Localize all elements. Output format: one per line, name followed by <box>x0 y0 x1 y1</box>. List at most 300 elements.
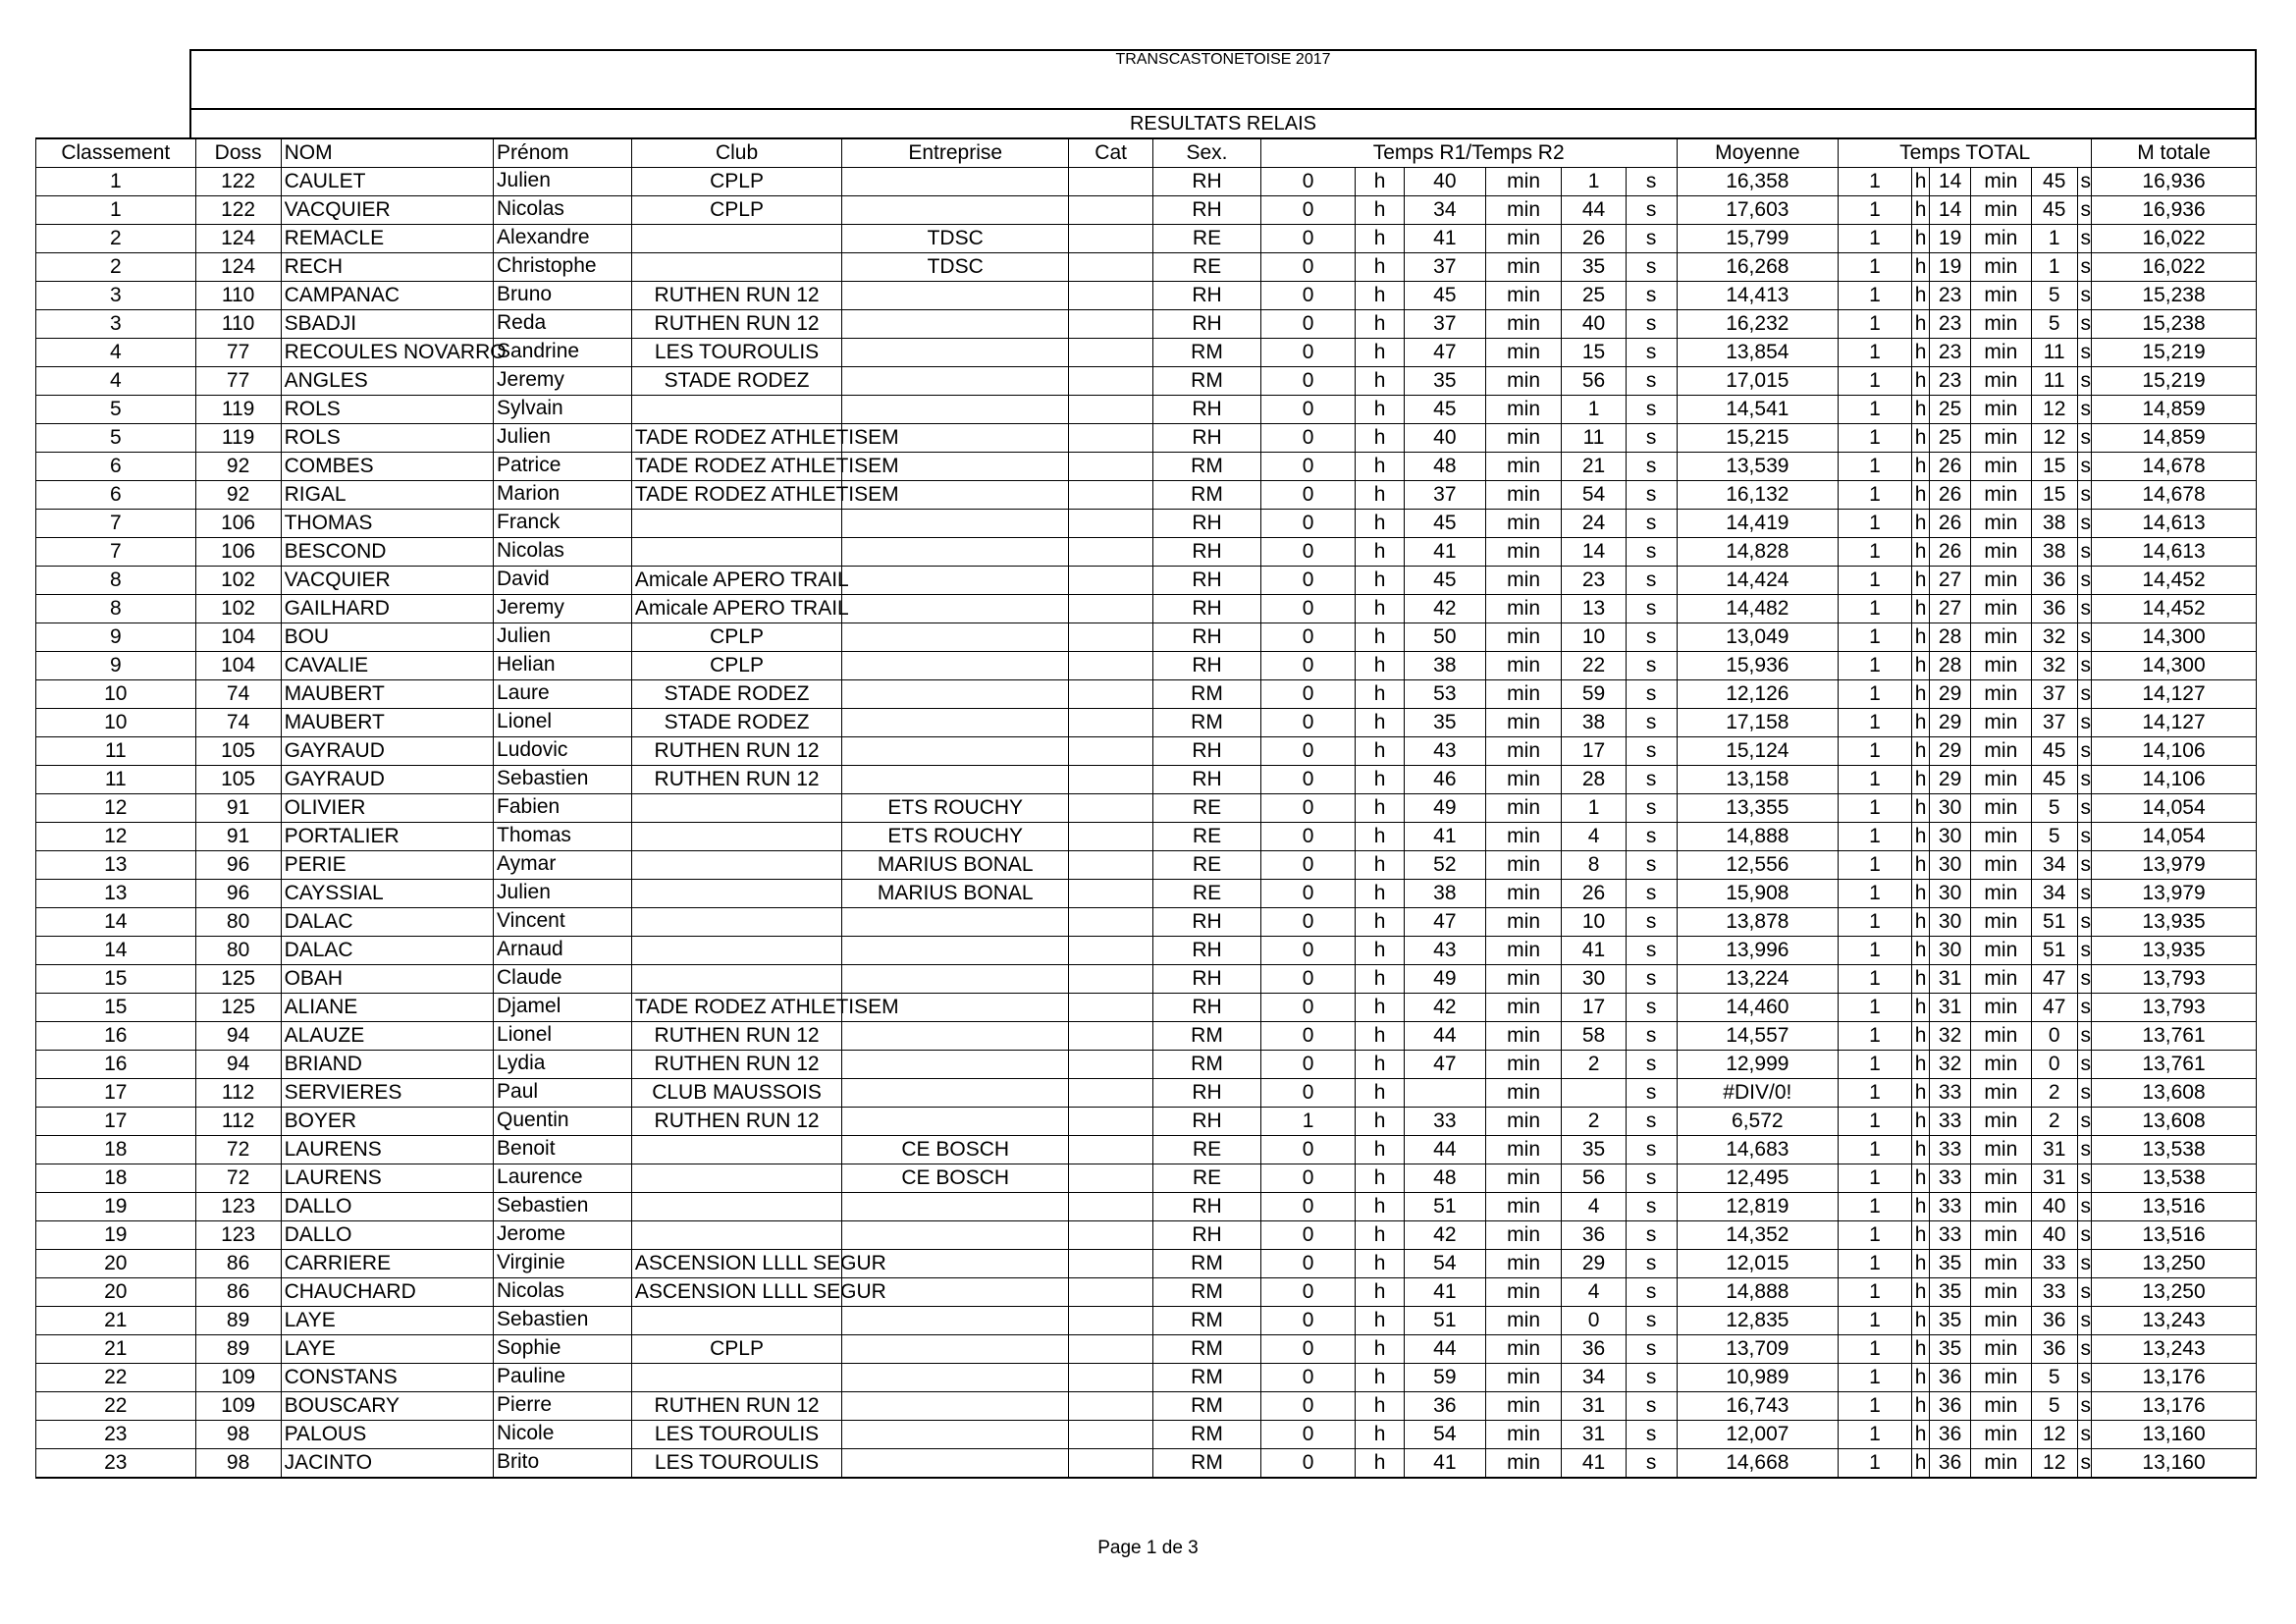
r-hours-cell: 0 <box>1260 965 1355 994</box>
m-totale-cell: 13,176 <box>2092 1392 2257 1421</box>
t-hours-cell: 1 <box>1839 1022 1912 1051</box>
classement-cell: 14 <box>36 908 196 937</box>
m-totale-cell: 13,160 <box>2092 1421 2257 1449</box>
t-seconds-cell: 31 <box>2031 1164 2077 1193</box>
r-minutes-cell: 38 <box>1404 652 1485 680</box>
moyenne-cell: 16,132 <box>1677 481 1839 510</box>
table-row <box>36 623 2257 652</box>
classement-cell: 19 <box>36 1193 196 1221</box>
document-subtitle: RESULTATS RELAIS <box>189 108 2257 137</box>
t-h-unit: h <box>1911 1364 1930 1392</box>
t-minutes-cell: 26 <box>1930 453 1970 481</box>
t-seconds-cell: 1 <box>2031 253 2077 282</box>
r-h-unit: h <box>1356 766 1405 794</box>
r-s-unit: s <box>1626 737 1677 766</box>
club-cell: TADE RODEZ ATHLETISEM <box>631 994 841 1022</box>
t-min-unit: min <box>1970 994 2031 1022</box>
nom-cell: BOYER <box>281 1108 493 1136</box>
r-s-unit: s <box>1626 1250 1677 1278</box>
r-minutes-cell: 44 <box>1404 1022 1485 1051</box>
classement-cell: 16 <box>36 1022 196 1051</box>
t-hours-cell: 1 <box>1839 1164 1912 1193</box>
r-hours-cell: 0 <box>1260 937 1355 965</box>
table-row <box>36 1421 2257 1449</box>
r-s-unit: s <box>1626 1221 1677 1250</box>
r-minutes-cell: 37 <box>1404 253 1485 282</box>
sex-cell: RE <box>1153 1136 1261 1164</box>
r-minutes-cell: 46 <box>1404 766 1485 794</box>
r-seconds-cell: 58 <box>1562 1022 1626 1051</box>
t-s-unit: s <box>2077 339 2092 367</box>
classement-cell: 13 <box>36 851 196 880</box>
sex-cell: RE <box>1153 823 1261 851</box>
t-seconds-cell: 51 <box>2031 908 2077 937</box>
t-min-unit: min <box>1970 1364 2031 1392</box>
t-min-unit: min <box>1970 908 2031 937</box>
t-min-unit: min <box>1970 937 2031 965</box>
r-h-unit: h <box>1356 680 1405 709</box>
r-minutes-cell <box>1404 1079 1485 1108</box>
t-hours-cell: 1 <box>1839 339 1912 367</box>
t-seconds-cell: 51 <box>2031 937 2077 965</box>
entreprise-cell <box>842 367 1069 396</box>
table-row <box>36 510 2257 538</box>
r-h-unit: h <box>1356 794 1405 823</box>
club-cell <box>631 851 841 880</box>
club-cell <box>631 908 841 937</box>
club-cell <box>631 965 841 994</box>
doss-cell: 80 <box>195 908 281 937</box>
t-h-unit: h <box>1911 396 1930 424</box>
nom-cell: BESCOND <box>281 538 493 567</box>
prenom-cell: Patrice <box>494 453 632 481</box>
prenom-cell: Fabien <box>494 794 632 823</box>
r-seconds-cell: 24 <box>1562 510 1626 538</box>
r-hours-cell: 0 <box>1260 1335 1355 1364</box>
prenom-cell: Nicolas <box>494 1278 632 1307</box>
table-row <box>36 737 2257 766</box>
prenom-cell: Julien <box>494 424 632 453</box>
moyenne-cell: 17,015 <box>1677 367 1839 396</box>
t-h-unit: h <box>1911 225 1930 253</box>
t-min-unit: min <box>1970 652 2031 680</box>
r-min-unit: min <box>1485 652 1562 680</box>
t-min-unit: min <box>1970 623 2031 652</box>
club-cell <box>631 538 841 567</box>
table-row <box>36 823 2257 851</box>
t-s-unit: s <box>2077 1421 2092 1449</box>
entreprise-cell <box>842 1364 1069 1392</box>
classement-cell: 11 <box>36 766 196 794</box>
t-s-unit: s <box>2077 1449 2092 1479</box>
sex-cell: RM <box>1153 1449 1261 1479</box>
moyenne-cell: 16,358 <box>1677 168 1839 196</box>
t-min-unit: min <box>1970 1449 2031 1479</box>
r-hours-cell: 0 <box>1260 1421 1355 1449</box>
entreprise-cell <box>842 908 1069 937</box>
r-hours-cell: 0 <box>1260 253 1355 282</box>
doss-cell: 112 <box>195 1108 281 1136</box>
prenom-cell: Reda <box>494 310 632 339</box>
t-min-unit: min <box>1970 282 2031 310</box>
r-seconds-cell: 31 <box>1562 1392 1626 1421</box>
t-hours-cell: 1 <box>1839 1051 1912 1079</box>
t-seconds-cell: 12 <box>2031 1449 2077 1479</box>
moyenne-cell: 12,835 <box>1677 1307 1839 1335</box>
t-seconds-cell: 0 <box>2031 1022 2077 1051</box>
moyenne-cell: 13,224 <box>1677 965 1839 994</box>
prenom-cell: Jerome <box>494 1221 632 1250</box>
doss-cell: 91 <box>195 823 281 851</box>
doss-cell: 110 <box>195 310 281 339</box>
club-cell: CPLP <box>631 652 841 680</box>
r-minutes-cell: 45 <box>1404 396 1485 424</box>
m-totale-cell: 13,935 <box>2092 937 2257 965</box>
t-s-unit: s <box>2077 595 2092 623</box>
sex-cell: RM <box>1153 1392 1261 1421</box>
t-min-unit: min <box>1970 965 2031 994</box>
r-h-unit: h <box>1356 1108 1405 1136</box>
table-row <box>36 282 2257 310</box>
r-min-unit: min <box>1485 1079 1562 1108</box>
classement-cell: 20 <box>36 1278 196 1307</box>
r-h-unit: h <box>1356 965 1405 994</box>
r-h-unit: h <box>1356 1136 1405 1164</box>
club-cell: CPLP <box>631 1335 841 1364</box>
nom-cell: CAYSSIAL <box>281 880 493 908</box>
r-hours-cell: 0 <box>1260 994 1355 1022</box>
t-seconds-cell: 38 <box>2031 510 2077 538</box>
club-cell: ASCENSION LLLL SEGUR <box>631 1250 841 1278</box>
cat-cell <box>1069 851 1153 880</box>
r-min-unit: min <box>1485 1221 1562 1250</box>
t-h-unit: h <box>1911 567 1930 595</box>
t-h-unit: h <box>1911 1307 1930 1335</box>
club-cell: CPLP <box>631 168 841 196</box>
r-min-unit: min <box>1485 1250 1562 1278</box>
t-s-unit: s <box>2077 196 2092 225</box>
col-nom: NOM <box>281 138 493 168</box>
prenom-cell: Nicole <box>494 1421 632 1449</box>
r-hours-cell: 0 <box>1260 1051 1355 1079</box>
r-s-unit: s <box>1626 908 1677 937</box>
entreprise-cell <box>842 168 1069 196</box>
entreprise-cell <box>842 1392 1069 1421</box>
t-minutes-cell: 33 <box>1930 1193 1970 1221</box>
sex-cell: RE <box>1153 851 1261 880</box>
t-seconds-cell: 45 <box>2031 196 2077 225</box>
table-row <box>36 1193 2257 1221</box>
doss-cell: 91 <box>195 794 281 823</box>
t-seconds-cell: 37 <box>2031 680 2077 709</box>
t-s-unit: s <box>2077 623 2092 652</box>
prenom-cell: Pauline <box>494 1364 632 1392</box>
table-row <box>36 253 2257 282</box>
r-h-unit: h <box>1356 282 1405 310</box>
t-minutes-cell: 32 <box>1930 1022 1970 1051</box>
nom-cell: DALAC <box>281 908 493 937</box>
r-s-unit: s <box>1626 1079 1677 1108</box>
doss-cell: 106 <box>195 538 281 567</box>
t-seconds-cell: 32 <box>2031 652 2077 680</box>
t-minutes-cell: 23 <box>1930 310 1970 339</box>
doss-cell: 119 <box>195 396 281 424</box>
m-totale-cell: 15,219 <box>2092 367 2257 396</box>
moyenne-cell: 14,413 <box>1677 282 1839 310</box>
table-row <box>36 794 2257 823</box>
t-s-unit: s <box>2077 1364 2092 1392</box>
club-cell: RUTHEN RUN 12 <box>631 1392 841 1421</box>
t-seconds-cell: 45 <box>2031 737 2077 766</box>
sex-cell: RH <box>1153 282 1261 310</box>
table-row <box>36 680 2257 709</box>
r-minutes-cell: 49 <box>1404 794 1485 823</box>
moyenne-cell: 13,049 <box>1677 623 1839 652</box>
sex-cell: RM <box>1153 1335 1261 1364</box>
entreprise-cell <box>842 1079 1069 1108</box>
r-s-unit: s <box>1626 1449 1677 1479</box>
t-s-unit: s <box>2077 510 2092 538</box>
r-s-unit: s <box>1626 1193 1677 1221</box>
entreprise-cell: TDSC <box>842 253 1069 282</box>
nom-cell: BOU <box>281 623 493 652</box>
r-minutes-cell: 45 <box>1404 282 1485 310</box>
cat-cell <box>1069 225 1153 253</box>
table-row <box>36 1278 2257 1307</box>
cat-cell <box>1069 880 1153 908</box>
r-hours-cell: 0 <box>1260 595 1355 623</box>
prenom-cell: Nicolas <box>494 196 632 225</box>
nom-cell: PERIE <box>281 851 493 880</box>
t-seconds-cell: 0 <box>2031 1051 2077 1079</box>
t-h-unit: h <box>1911 1079 1930 1108</box>
prenom-cell: Claude <box>494 965 632 994</box>
doss-cell: 72 <box>195 1164 281 1193</box>
t-seconds-cell: 34 <box>2031 880 2077 908</box>
t-s-unit: s <box>2077 1164 2092 1193</box>
r-seconds-cell: 21 <box>1562 453 1626 481</box>
t-minutes-cell: 26 <box>1930 538 1970 567</box>
r-minutes-cell: 50 <box>1404 623 1485 652</box>
t-hours-cell: 1 <box>1839 766 1912 794</box>
r-h-unit: h <box>1356 339 1405 367</box>
r-hours-cell: 0 <box>1260 680 1355 709</box>
club-cell <box>631 510 841 538</box>
r-h-unit: h <box>1356 567 1405 595</box>
r-min-unit: min <box>1485 310 1562 339</box>
table-row <box>36 1250 2257 1278</box>
t-s-unit: s <box>2077 1079 2092 1108</box>
moyenne-cell: 15,908 <box>1677 880 1839 908</box>
r-seconds-cell: 30 <box>1562 965 1626 994</box>
entreprise-cell <box>842 595 1069 623</box>
t-h-unit: h <box>1911 1193 1930 1221</box>
moyenne-cell: 15,799 <box>1677 225 1839 253</box>
club-cell <box>631 1136 841 1164</box>
r-minutes-cell: 54 <box>1404 1250 1485 1278</box>
t-seconds-cell: 2 <box>2031 1108 2077 1136</box>
doss-cell: 125 <box>195 965 281 994</box>
r-hours-cell: 0 <box>1260 424 1355 453</box>
t-hours-cell: 1 <box>1839 310 1912 339</box>
t-minutes-cell: 33 <box>1930 1079 1970 1108</box>
t-hours-cell: 1 <box>1839 196 1912 225</box>
r-minutes-cell: 42 <box>1404 994 1485 1022</box>
t-seconds-cell: 31 <box>2031 1136 2077 1164</box>
cat-cell <box>1069 339 1153 367</box>
cat-cell <box>1069 595 1153 623</box>
entreprise-cell <box>842 567 1069 595</box>
t-minutes-cell: 26 <box>1930 481 1970 510</box>
m-totale-cell: 14,859 <box>2092 424 2257 453</box>
r-hours-cell: 0 <box>1260 1307 1355 1335</box>
t-s-unit: s <box>2077 823 2092 851</box>
t-h-unit: h <box>1911 510 1930 538</box>
classement-cell: 15 <box>36 965 196 994</box>
nom-cell: LAURENS <box>281 1136 493 1164</box>
r-hours-cell: 0 <box>1260 1250 1355 1278</box>
r-min-unit: min <box>1485 766 1562 794</box>
entreprise-cell <box>842 1221 1069 1250</box>
r-hours-cell: 0 <box>1260 1221 1355 1250</box>
r-seconds-cell: 44 <box>1562 196 1626 225</box>
r-hours-cell: 0 <box>1260 1079 1355 1108</box>
t-hours-cell: 1 <box>1839 1250 1912 1278</box>
cat-cell <box>1069 1164 1153 1193</box>
r-minutes-cell: 37 <box>1404 310 1485 339</box>
doss-cell: 109 <box>195 1364 281 1392</box>
r-hours-cell: 0 <box>1260 880 1355 908</box>
r-min-unit: min <box>1485 595 1562 623</box>
r-h-unit: h <box>1356 1022 1405 1051</box>
t-hours-cell: 1 <box>1839 510 1912 538</box>
t-minutes-cell: 36 <box>1930 1364 1970 1392</box>
r-seconds-cell: 54 <box>1562 481 1626 510</box>
club-cell: Amicale APERO TRAIL <box>631 567 841 595</box>
r-seconds-cell: 8 <box>1562 851 1626 880</box>
r-minutes-cell: 41 <box>1404 823 1485 851</box>
table-row <box>36 908 2257 937</box>
t-minutes-cell: 30 <box>1930 794 1970 823</box>
r-h-unit: h <box>1356 424 1405 453</box>
t-s-unit: s <box>2077 367 2092 396</box>
sex-cell: RH <box>1153 652 1261 680</box>
r-s-unit: s <box>1626 1164 1677 1193</box>
t-seconds-cell: 36 <box>2031 567 2077 595</box>
sex-cell: RM <box>1153 1051 1261 1079</box>
moyenne-cell: 14,419 <box>1677 510 1839 538</box>
doss-cell: 109 <box>195 1392 281 1421</box>
entreprise-cell: MARIUS BONAL <box>842 851 1069 880</box>
classement-cell: 5 <box>36 424 196 453</box>
t-h-unit: h <box>1911 1250 1930 1278</box>
cat-cell <box>1069 1250 1153 1278</box>
cat-cell <box>1069 1307 1153 1335</box>
col-classement: Classement <box>36 138 196 168</box>
nom-cell: OBAH <box>281 965 493 994</box>
t-seconds-cell: 5 <box>2031 1392 2077 1421</box>
entreprise-cell <box>842 1421 1069 1449</box>
club-cell: RUTHEN RUN 12 <box>631 310 841 339</box>
m-totale-cell: 16,936 <box>2092 196 2257 225</box>
cat-cell <box>1069 1051 1153 1079</box>
header-row <box>36 138 2257 168</box>
t-min-unit: min <box>1970 1079 2031 1108</box>
table-row <box>36 1364 2257 1392</box>
r-s-unit: s <box>1626 396 1677 424</box>
m-totale-cell: 13,793 <box>2092 965 2257 994</box>
t-seconds-cell: 1 <box>2031 225 2077 253</box>
club-cell: RUTHEN RUN 12 <box>631 766 841 794</box>
nom-cell: RECH <box>281 253 493 282</box>
m-totale-cell: 13,243 <box>2092 1335 2257 1364</box>
r-h-unit: h <box>1356 595 1405 623</box>
club-cell <box>631 1364 841 1392</box>
r-minutes-cell: 47 <box>1404 908 1485 937</box>
r-min-unit: min <box>1485 1364 1562 1392</box>
m-totale-cell: 13,538 <box>2092 1136 2257 1164</box>
club-cell: LES TOUROULIS <box>631 1421 841 1449</box>
r-h-unit: h <box>1356 1392 1405 1421</box>
r-s-unit: s <box>1626 225 1677 253</box>
table-row <box>36 1136 2257 1164</box>
r-seconds-cell: 4 <box>1562 823 1626 851</box>
t-h-unit: h <box>1911 680 1930 709</box>
sex-cell: RH <box>1153 737 1261 766</box>
r-min-unit: min <box>1485 168 1562 196</box>
r-hours-cell: 0 <box>1260 1278 1355 1307</box>
prenom-cell: Julien <box>494 168 632 196</box>
doss-cell: 124 <box>195 225 281 253</box>
prenom-cell: Julien <box>494 623 632 652</box>
classement-cell: 17 <box>36 1108 196 1136</box>
entreprise-cell <box>842 1193 1069 1221</box>
r-s-unit: s <box>1626 1307 1677 1335</box>
entreprise-cell <box>842 282 1069 310</box>
classement-cell: 23 <box>36 1449 196 1479</box>
r-h-unit: h <box>1356 538 1405 567</box>
r-min-unit: min <box>1485 1051 1562 1079</box>
prenom-cell: Sandrine <box>494 339 632 367</box>
r-h-unit: h <box>1356 1221 1405 1250</box>
r-s-unit: s <box>1626 965 1677 994</box>
r-hours-cell: 0 <box>1260 851 1355 880</box>
prenom-cell: Arnaud <box>494 937 632 965</box>
m-totale-cell: 13,250 <box>2092 1250 2257 1278</box>
r-min-unit: min <box>1485 1335 1562 1364</box>
m-totale-cell: 14,613 <box>2092 510 2257 538</box>
r-seconds-cell: 23 <box>1562 567 1626 595</box>
r-minutes-cell: 42 <box>1404 595 1485 623</box>
r-min-unit: min <box>1485 1164 1562 1193</box>
table-row <box>36 453 2257 481</box>
r-hours-cell: 0 <box>1260 310 1355 339</box>
cat-cell <box>1069 1421 1153 1449</box>
doss-cell: 80 <box>195 937 281 965</box>
moyenne-cell: 14,828 <box>1677 538 1839 567</box>
m-totale-cell: 15,238 <box>2092 310 2257 339</box>
r-min-unit: min <box>1485 937 1562 965</box>
prenom-cell: Helian <box>494 652 632 680</box>
t-s-unit: s <box>2077 1278 2092 1307</box>
moyenne-cell: 14,424 <box>1677 567 1839 595</box>
prenom-cell: Sylvain <box>494 396 632 424</box>
entreprise-cell: MARIUS BONAL <box>842 880 1069 908</box>
table-row <box>36 367 2257 396</box>
classement-cell: 13 <box>36 880 196 908</box>
t-s-unit: s <box>2077 965 2092 994</box>
t-minutes-cell: 30 <box>1930 937 1970 965</box>
